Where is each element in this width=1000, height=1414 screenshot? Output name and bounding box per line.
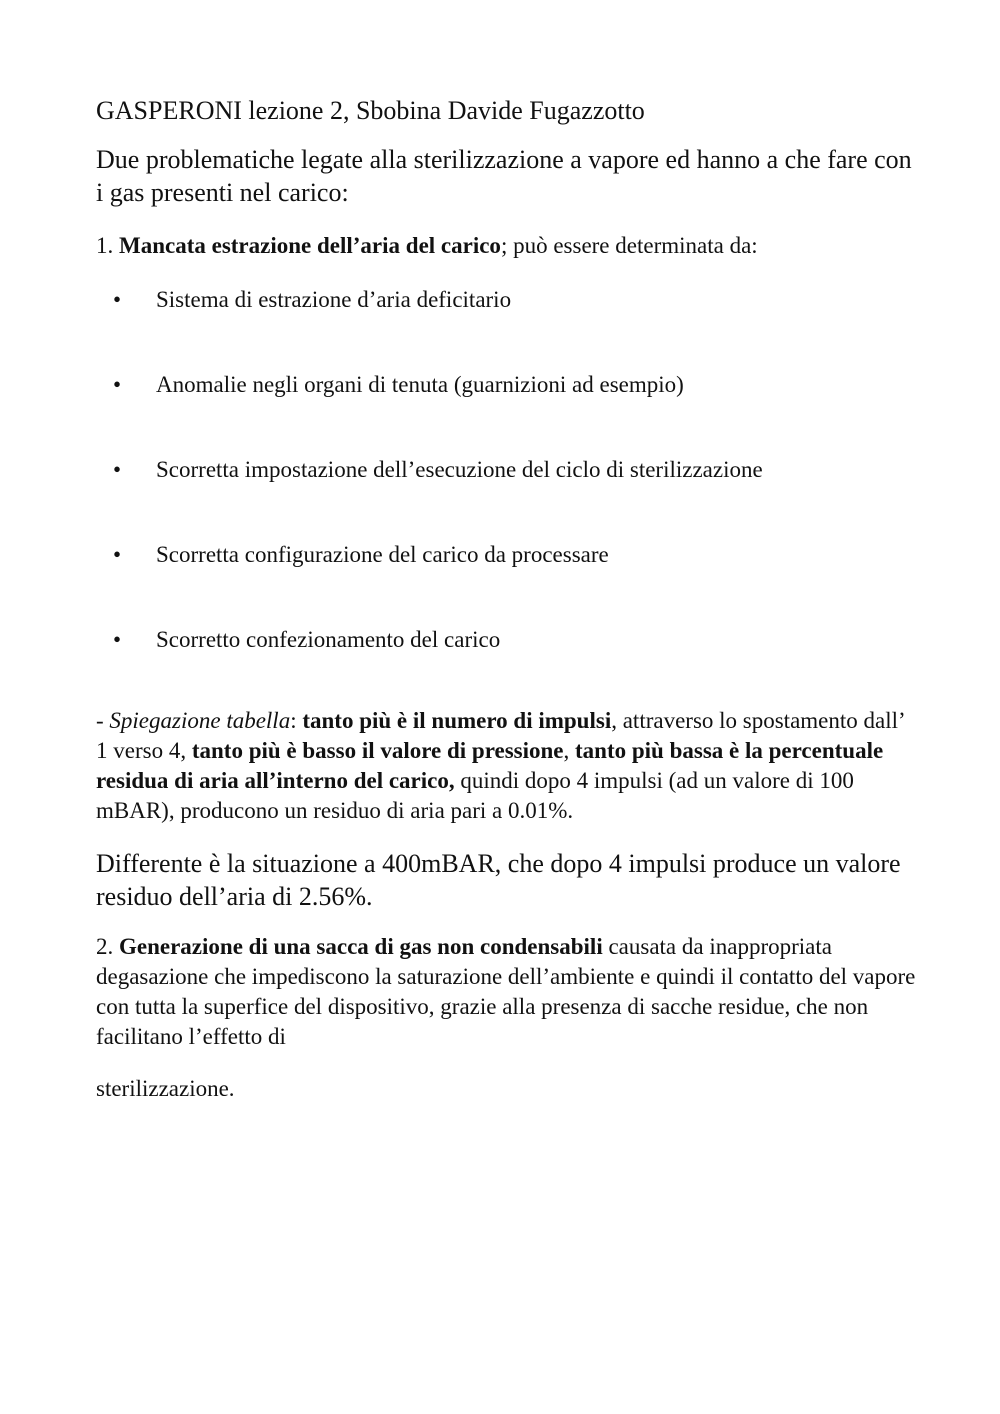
point-2-paragraph bbox=[96, 932, 926, 1052]
list-item-text: Scorretta configurazione del carico da processare bbox=[156, 542, 609, 567]
explanation-label: Spiegazione tabella bbox=[109, 708, 291, 733]
point-2-number: 2. bbox=[96, 934, 119, 959]
bullet-icon: • bbox=[113, 627, 122, 652]
continuation-text: sterilizzazione. bbox=[96, 1076, 235, 1101]
explanation-colon: : bbox=[290, 708, 303, 733]
explanation-text-1: , attraverso lo spostamento dall’ 1 verso 4, bbox=[96, 708, 904, 763]
explanation-dash: - bbox=[96, 708, 110, 733]
bullet-icon: • bbox=[113, 287, 122, 312]
point-2-bold-text: Generazione di una sacca di gas non condensabili bbox=[119, 934, 603, 959]
point-1-number: 1. bbox=[96, 233, 119, 258]
bullet-icon: • bbox=[113, 372, 122, 397]
explanation-bold-2: tanto più è basso il valore di pressione bbox=[191, 738, 564, 763]
point-1-bold-text: Mancata estrazione dell’aria del carico bbox=[119, 233, 501, 258]
point-1-rest-text: ; può essere determinata da: bbox=[500, 233, 758, 258]
explanation-bold-1: tanto più è il numero di impulsi bbox=[302, 708, 612, 733]
point-1-heading bbox=[96, 229, 758, 263]
document-title: GASPERONI lezione 2, Sbobina Davide Fugazzotto bbox=[96, 96, 645, 125]
bullet-icon: • bbox=[113, 542, 122, 567]
list-item-text: Anomalie negli organi di tenuta (guarnizioni ad esempio) bbox=[156, 372, 684, 397]
explanation-text-2: , bbox=[563, 738, 576, 763]
point-2-rest-text: causata da inappropriata degasazione che impediscono la saturazione dell’ambiente e quindi il contatto del vapore con tutta la superfice del dispositivo, grazie alla presenza di sacche residue, che non facilitano l’effetto di bbox=[96, 934, 916, 1049]
list-item-text: Sistema di estrazione d’aria deficitario bbox=[156, 287, 512, 312]
list-item-text: Scorretta impostazione dell’esecuzione del ciclo di sterilizzazione bbox=[156, 457, 763, 482]
bullet-icon: • bbox=[113, 457, 122, 482]
explanation-bold-3: tanto più bassa è la percentuale residua di aria all’interno del carico, bbox=[96, 738, 884, 793]
explanation-text-3: quindi dopo 4 impulsi (ad un valore di 100 mBAR), producono un residuo di aria pari a 0.01%. bbox=[96, 768, 854, 823]
pressure-comparison-paragraph: Differente è la situazione a 400mBAR, che dopo 4 impulsi produce un valore residuo dell’aria di 2.56%. bbox=[96, 849, 901, 911]
table-explanation-paragraph bbox=[96, 706, 916, 826]
list-item-text: Scorretto confezionamento del carico bbox=[156, 627, 501, 652]
intro-paragraph: Due problematiche legate alla sterilizzazione a vapore ed hanno a che fare con i gas presenti nel carico: bbox=[96, 145, 912, 207]
